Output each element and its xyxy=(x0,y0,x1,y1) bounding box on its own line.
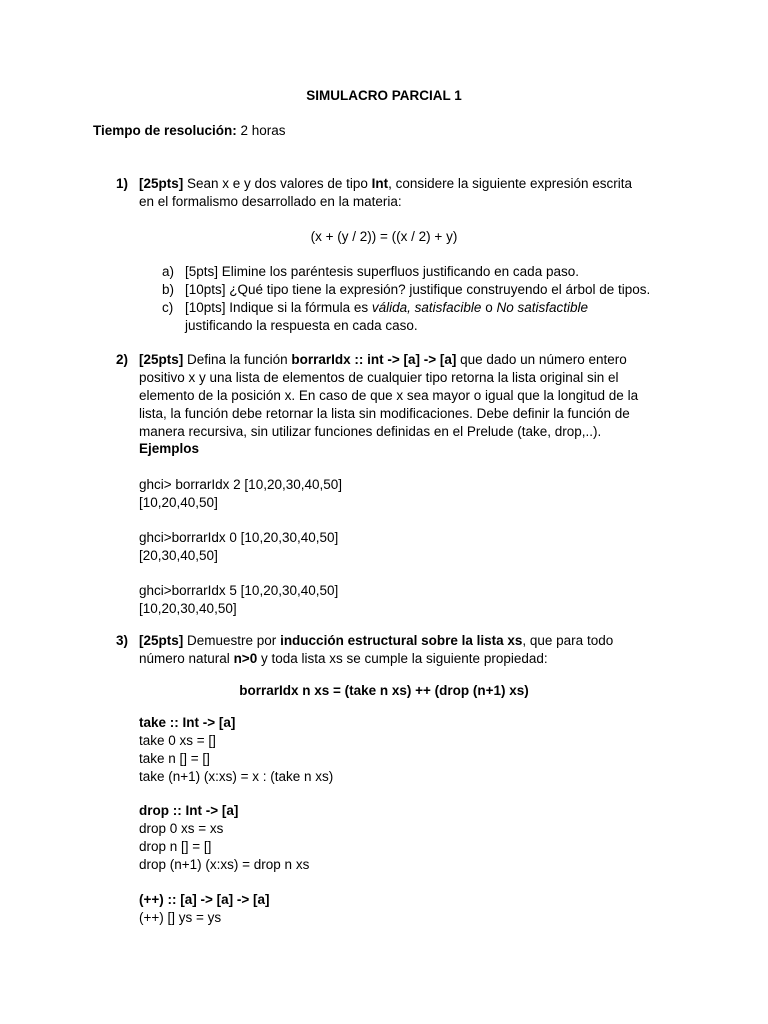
q3-line-1 xyxy=(139,632,613,650)
q3-property: borrarIdx n xs = (take n xs) ++ (drop (n+1) xs) xyxy=(239,683,529,698)
drop-equation-3: drop (n+1) (x:xs) = drop n xs xyxy=(139,857,310,872)
q1c-no-satisfactible: No satisfactible xyxy=(496,300,589,315)
q3-induction: inducción estructural sobre la lista xs xyxy=(280,633,523,648)
q2-line-5: manera recursiva, sin utilizar funciones definidas en el Prelude (take, drop,..). xyxy=(139,424,602,439)
take-equation-1: take 0 xs = [] xyxy=(139,733,216,748)
q2-number: 2) xyxy=(116,352,129,367)
q1-type: Int xyxy=(371,176,389,191)
q1c-line-1 xyxy=(185,299,588,317)
q3-line-2 xyxy=(139,650,548,668)
q1c-satisfacible: satisfacible xyxy=(414,300,482,315)
q2-signature: borrarIdx :: int -> [a] -> [a] xyxy=(291,352,457,367)
q1c-o: o xyxy=(481,300,497,315)
q3-text-cont: , que para todo xyxy=(522,633,614,648)
q2-line-4: lista, la función debe retornar la lista sin modificaciones. Debe definir la función de xyxy=(139,406,630,421)
q1c-line-2: justificando la respuesta en cada caso. xyxy=(185,318,418,333)
q3-points: [25pts] xyxy=(139,633,184,648)
concat-equation-1: (++) [] ys = ys xyxy=(139,910,222,925)
q1-text: Sean x e y dos valores de tipo xyxy=(183,176,372,191)
q2-example-1-output: [10,20,40,50] xyxy=(139,495,218,510)
take-equation-2: take n [] = [] xyxy=(139,751,210,766)
q1c-comma: , xyxy=(407,300,415,315)
time-value: 2 horas xyxy=(236,123,286,138)
q1-number: 1) xyxy=(116,176,129,191)
q1-points: [25pts] xyxy=(139,176,184,191)
q1c-letter: c) xyxy=(162,300,174,315)
q2-example-2-command: ghci>borrarIdx 0 [10,20,30,40,50] xyxy=(139,530,339,545)
q1-line-2: en el formalismo desarrollado en la materia: xyxy=(139,194,402,209)
q1c-text: [10pts] Indique si la fórmula es xyxy=(185,300,372,315)
q2-example-2-output: [20,30,40,50] xyxy=(139,548,218,563)
q1-formula: (x + (y / 2)) = ((x / 2) + y) xyxy=(310,229,458,244)
q2-text: Defina la función xyxy=(183,352,292,367)
take-signature: take :: Int -> [a] xyxy=(139,715,236,730)
q2-example-3-output: [10,20,30,40,50] xyxy=(139,601,237,616)
q2-line-2: positivo x y una lista de elementos de cualquier tipo retorna la lista original sin el xyxy=(139,370,619,385)
drop-equation-1: drop 0 xs = xs xyxy=(139,821,224,836)
q1c-valida: válida xyxy=(371,300,408,315)
concat-signature: (++) :: [a] -> [a] -> [a] xyxy=(139,892,270,907)
q1b-text: [10pts] ¿Qué tipo tiene la expresión? justifique construyendo el árbol de tipos. xyxy=(185,282,651,297)
take-equation-3: take (n+1) (x:xs) = x : (take n xs) xyxy=(139,769,334,784)
q3-n-condition: n>0 xyxy=(233,651,258,666)
q2-text-cont: que dado un número entero xyxy=(456,352,627,367)
q1a-text: [5pts] Elimine los paréntesis superfluos justificando en cada paso. xyxy=(185,264,579,279)
q1a-letter: a) xyxy=(162,264,175,279)
drop-equation-2: drop n [] = [] xyxy=(139,839,212,854)
q3-number: 3) xyxy=(116,633,129,648)
q1-line-1 xyxy=(139,175,632,193)
q3-text: Demuestre por xyxy=(183,633,281,648)
time-label: Tiempo de resolución: xyxy=(93,123,237,138)
drop-signature: drop :: Int -> [a] xyxy=(139,803,239,818)
q2-line-1 xyxy=(139,351,627,369)
time-line xyxy=(93,122,286,140)
q3-line-2-text: número natural xyxy=(139,651,234,666)
q1b-letter: b) xyxy=(162,282,175,297)
q2-examples-title: Ejemplos xyxy=(139,441,200,456)
q2-example-3-command: ghci>borrarIdx 5 [10,20,30,40,50] xyxy=(139,583,339,598)
q2-line-3: elemento de la posición x. En caso de que x sea mayor o igual que la longitud de la xyxy=(139,388,639,403)
q3-line-2-cont: y toda lista xs se cumple la siguiente propiedad: xyxy=(257,651,548,666)
q2-points: [25pts] xyxy=(139,352,184,367)
q2-example-1-command: ghci> borrarIdx 2 [10,20,30,40,50] xyxy=(139,477,343,492)
q1-text-cont: , considere la siguiente expresión escrita xyxy=(388,176,633,191)
page-title: SIMULACRO PARCIAL 1 xyxy=(306,88,462,103)
